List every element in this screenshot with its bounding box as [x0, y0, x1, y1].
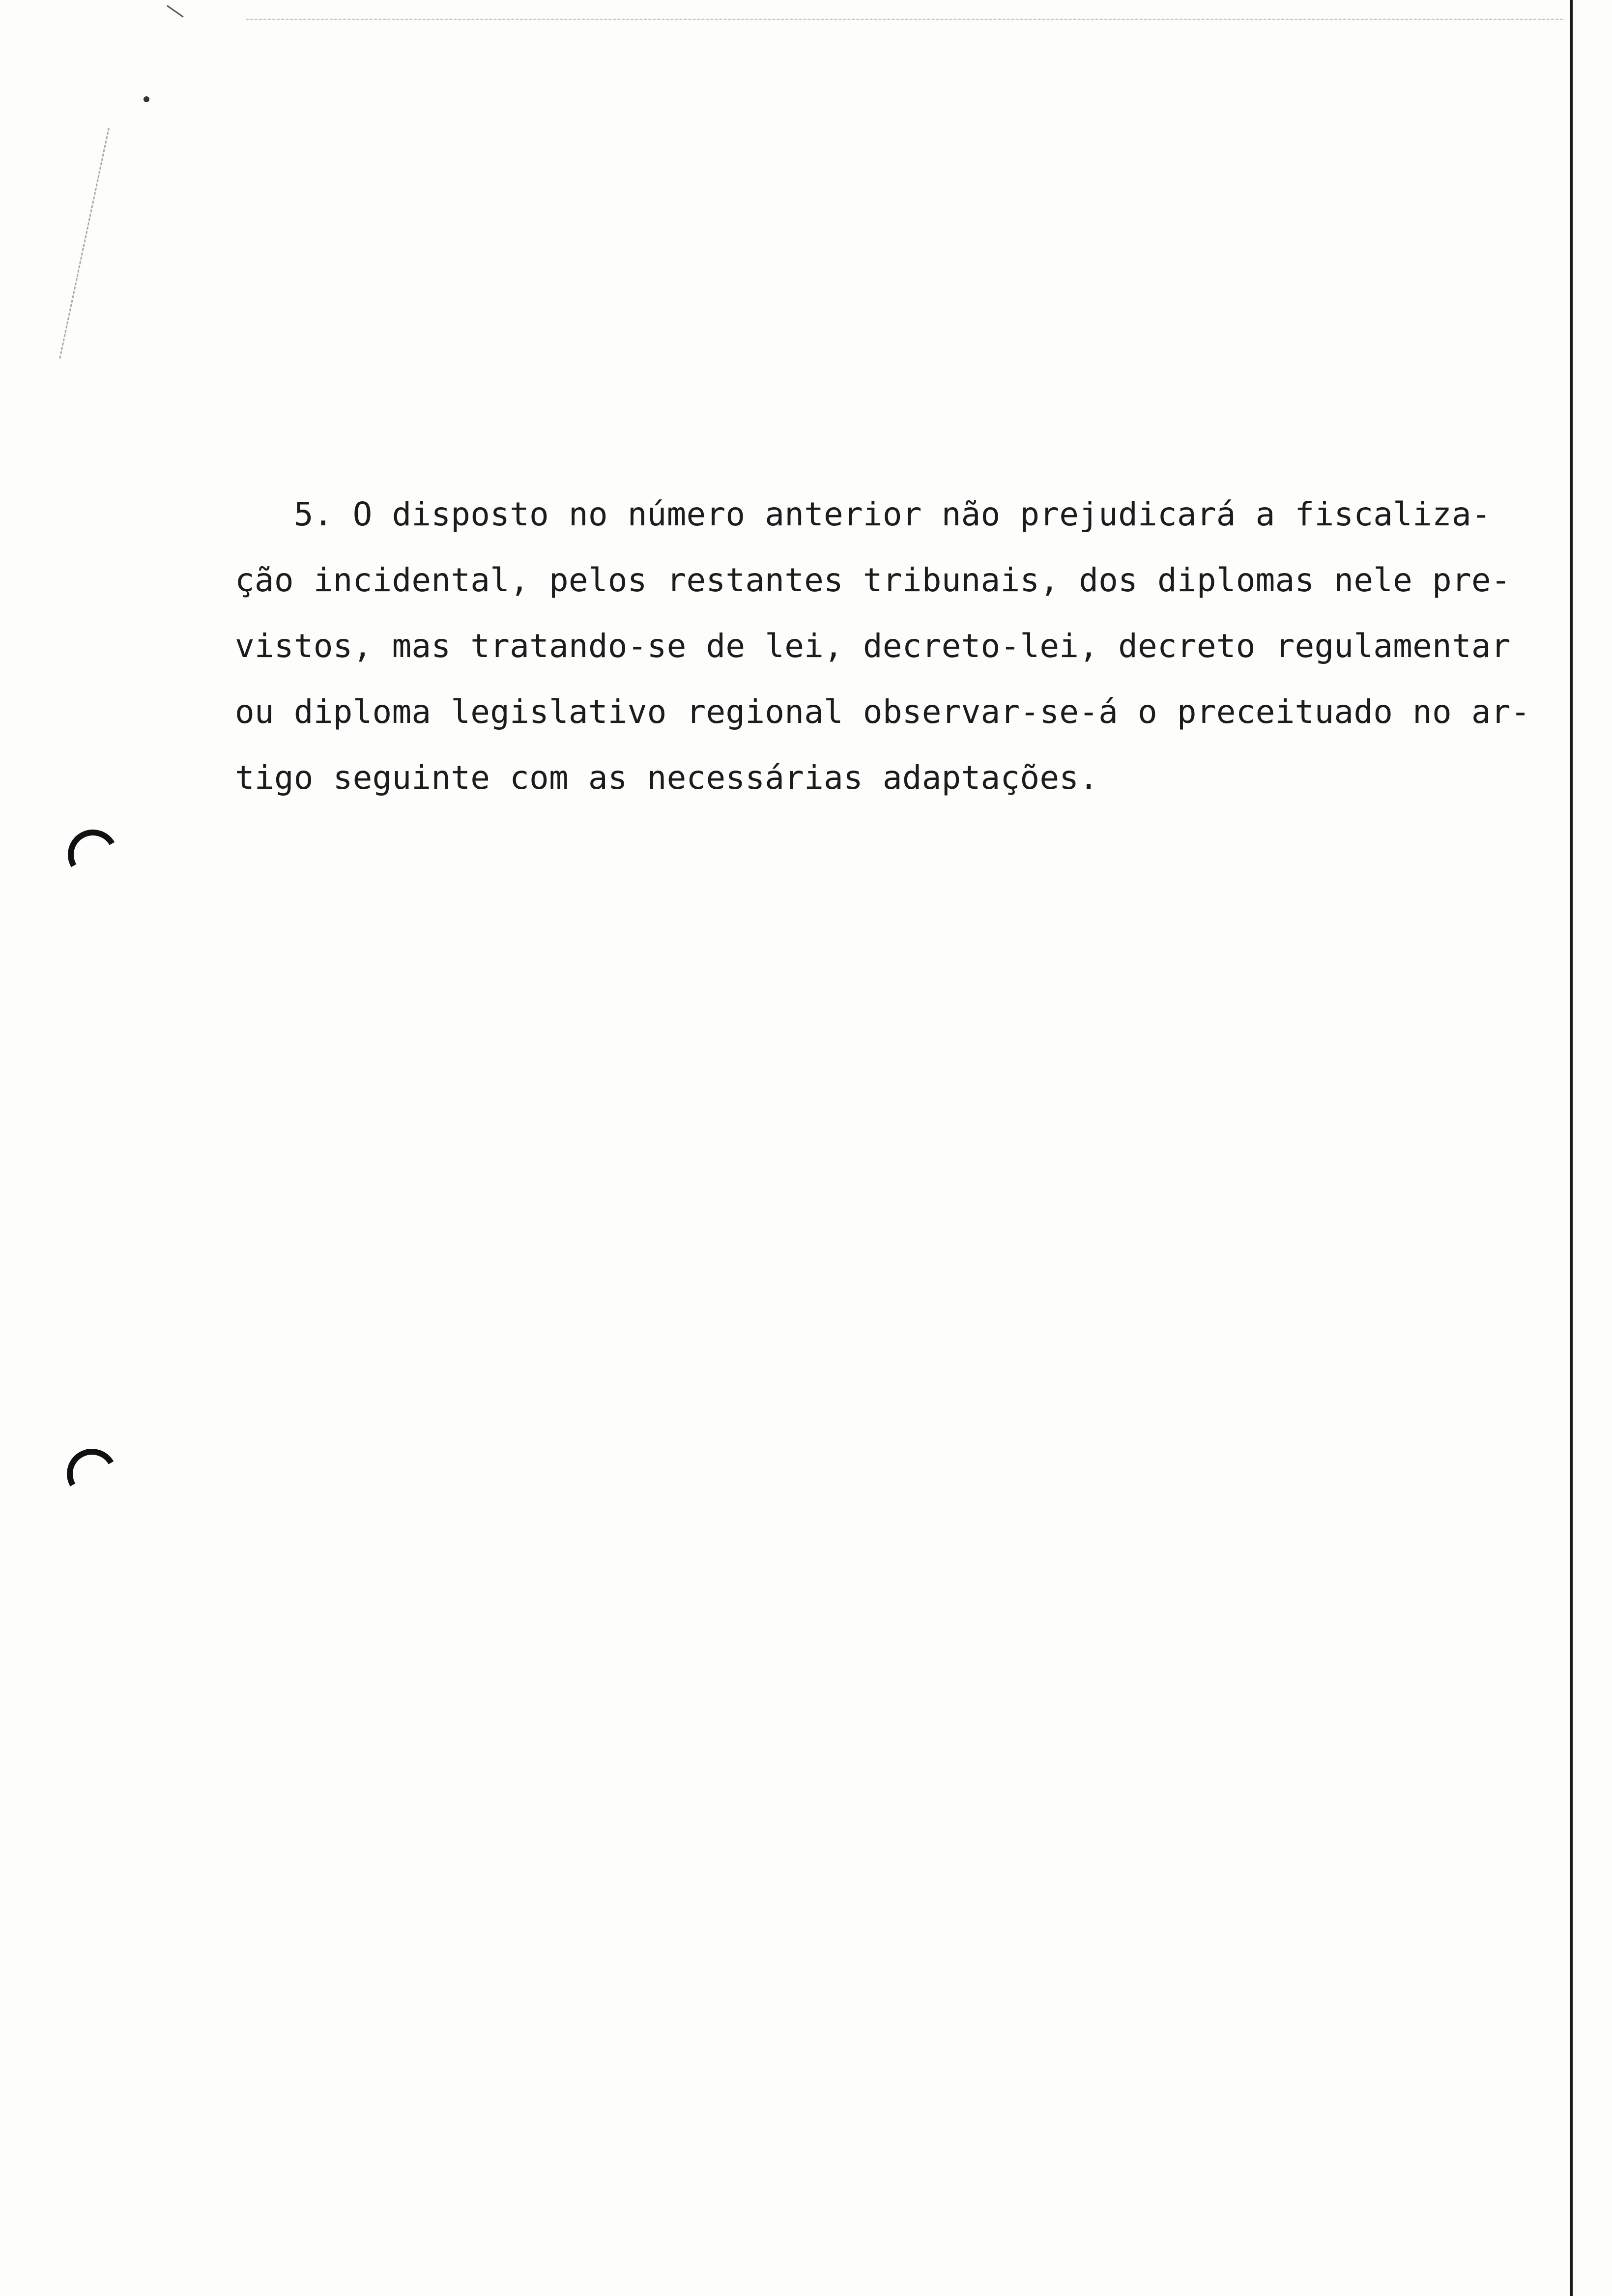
speck	[144, 96, 149, 102]
binding-dashes	[59, 128, 110, 359]
paragraph-line: vistos, mas tratando-se de lei, decreto-lei, decreto regulamentar	[235, 627, 1511, 665]
scan-top-edge	[246, 19, 1563, 20]
body-paragraph	[235, 482, 1552, 811]
paragraph-line: ção incidental, pelos restantes tribunais, dos diplomas nele pre-	[235, 561, 1511, 599]
paragraph-line: 5. O disposto no número anterior não prejudicará a fiscaliza-	[235, 495, 1491, 533]
punch-hole-mark	[61, 1443, 123, 1505]
paragraph-line: tigo seguinte com as necessárias adaptações.	[235, 759, 1099, 797]
punch-hole-mark	[62, 824, 124, 886]
paragraph-line: ou diploma legislativo regional observar-se-á o preceituado no ar-	[235, 693, 1530, 731]
right-margin-rule	[1570, 0, 1573, 2296]
scan-mark	[167, 5, 183, 17]
